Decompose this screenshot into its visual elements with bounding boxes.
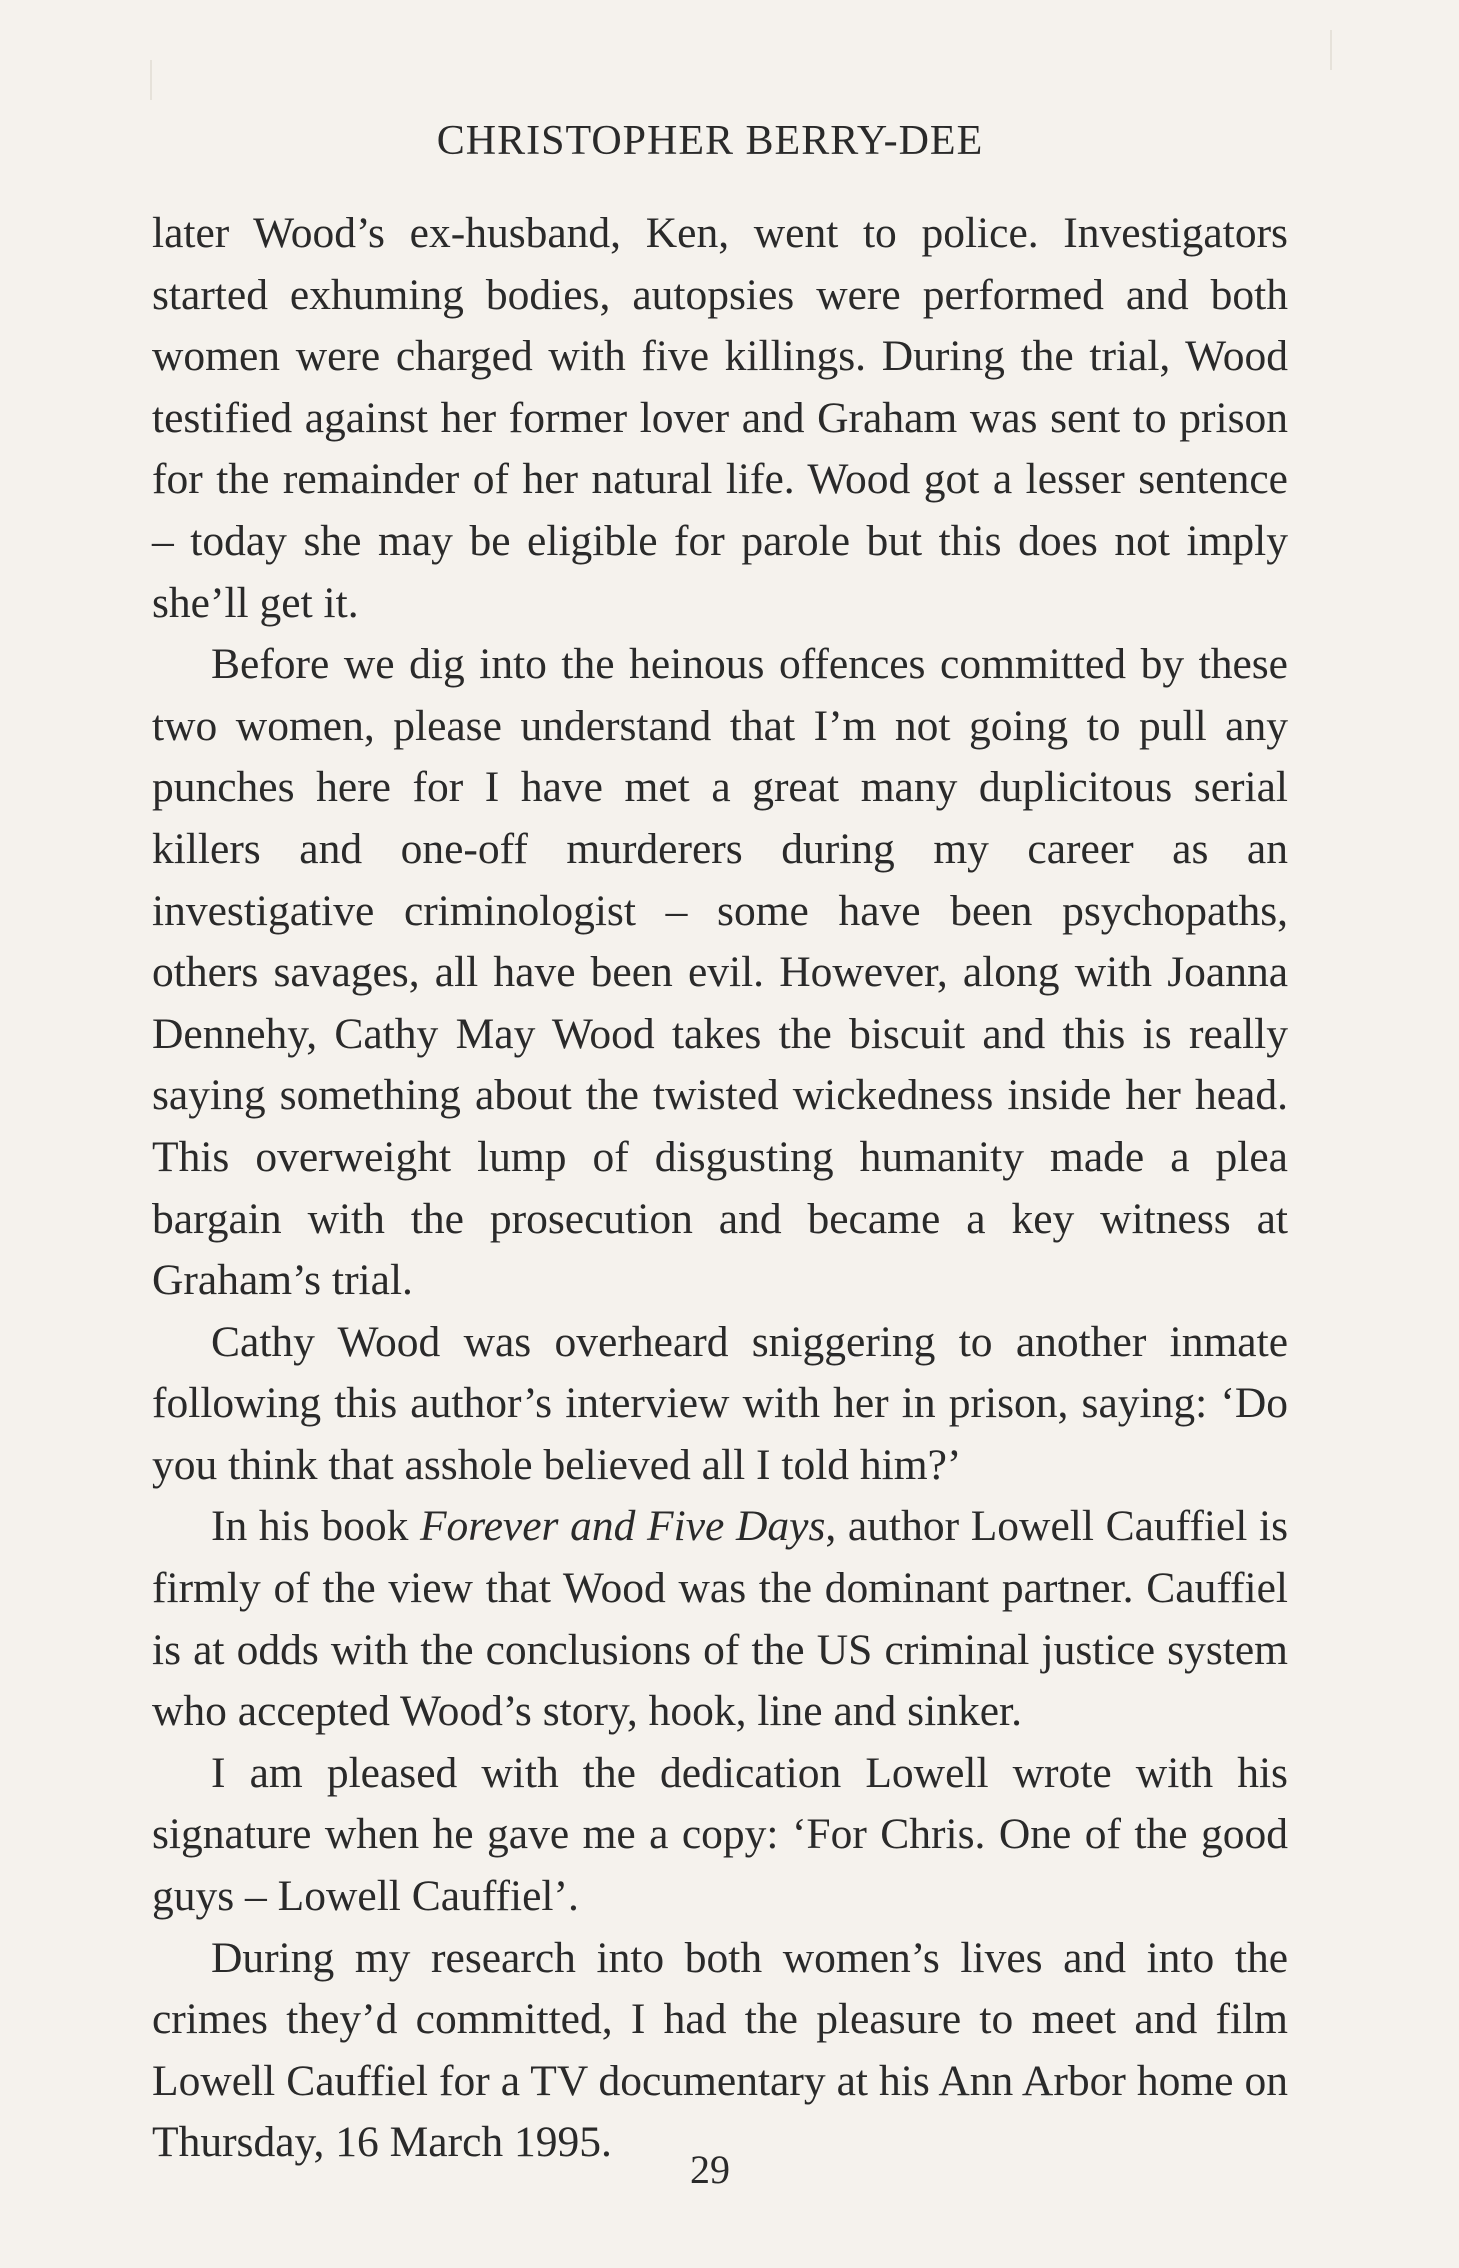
page-number: 29 bbox=[690, 2147, 730, 2192]
page-crease bbox=[1330, 30, 1332, 70]
paragraph: Before we dig into the heinous offences committed by these two women, please understand that I’m not going to pull any punches here for I have met a great many duplicitous serial killers and one-off murderers during my career as an investigative criminologist – some have been psychopaths, others savages, all have been evil. However, along with Joanna Dennehy, Cathy May Wood takes the biscuit and this is really saying something about the twisted wickedness inside her head. This overweight lump of disgusting humanity made a plea bargain with the prosecution and became a key witness at Graham’s trial. bbox=[152, 640, 1288, 1305]
paragraph bbox=[152, 1496, 1288, 1742]
paragraph: Cathy Wood was overheard sniggering to another inmate following this author’s interview with her in prison, saying: ‘Do you think that asshole believed all I told him?’ bbox=[152, 1317, 1288, 1489]
paragraph: later Wood’s ex-husband, Ken, went to police. Investigators started exhuming bodies, autopsies were performed and both women were charged with five killings. During the trial, Wood testified against her former lover and Graham was sent to prison for the remainder of her natural life. Wood got a lesser sentence – today she may be eligible for parole but this does not imply she’ll get it. bbox=[152, 209, 1288, 627]
body-text bbox=[152, 203, 1288, 2174]
page-crease bbox=[150, 60, 152, 100]
paragraph-text: In his book bbox=[211, 1502, 420, 1551]
running-head: CHRISTOPHER BERRY-DEE bbox=[436, 118, 984, 164]
paragraph: During my research into both women’s lives and into the crimes they’d committed, I had the pleasure to meet and film Lowell Cauffiel for a TV documentary at his Ann Arbor home on Thursday, 16 March 1995. bbox=[152, 1933, 1288, 2167]
paragraph-text: , author Lowell Cauffiel is firmly of the view that Wood was the dominant partner. Cauffiel is at odds with the conclusions of the US criminal justice system who accepted Wood’s story, hook, line and sinker. bbox=[152, 1502, 1289, 1736]
book-title: Forever and Five Days bbox=[419, 1502, 826, 1551]
paragraph: I am pleased with the dedication Lowell wrote with his signature when he gave me a copy: ‘For Chris. One of the good guys – Lowell Cauffiel’. bbox=[152, 1748, 1288, 1921]
